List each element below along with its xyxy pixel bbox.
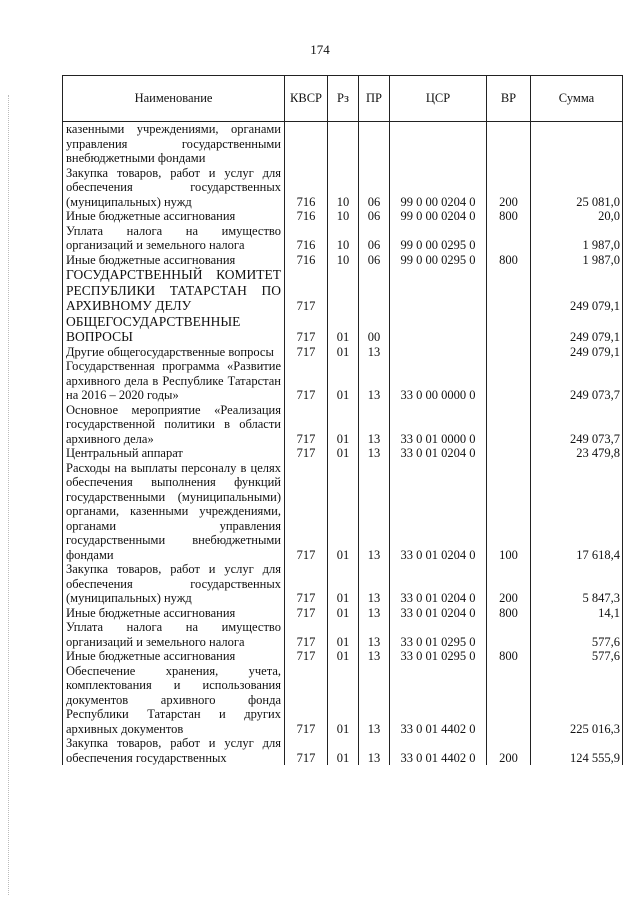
row-kvsr: 716 — [285, 166, 328, 210]
row-vr: 800 — [487, 606, 531, 621]
row-vr — [487, 314, 531, 345]
row-vr: 200 — [487, 166, 531, 210]
row-name: ГОСУДАРСТВЕННЫЙ КОМИТЕТ РЕСПУБЛИКИ ТАТАРСТАН ПО АРХИВНОМУ ДЕЛУ — [63, 267, 285, 314]
row-csr — [390, 122, 487, 166]
row-sum: 20,0 — [531, 209, 623, 224]
row-sum: 249 073,7 — [531, 359, 623, 403]
row-vr: 800 — [487, 253, 531, 268]
row-pr: 06 — [359, 253, 390, 268]
row-vr: 800 — [487, 209, 531, 224]
row-pr: 13 — [359, 620, 390, 649]
row-vr — [487, 446, 531, 461]
table-row — [63, 736, 623, 765]
row-pr: 13 — [359, 403, 390, 447]
row-vr — [487, 620, 531, 649]
row-pr: 06 — [359, 166, 390, 210]
row-kvsr: 717 — [285, 359, 328, 403]
row-name: Закупка товаров, работ и услуг для обеспечения государственных — [63, 736, 285, 765]
row-kvsr: 717 — [285, 736, 328, 765]
row-pr: 13 — [359, 359, 390, 403]
row-vr — [487, 664, 531, 737]
row-name: Другие общегосударственные вопросы — [63, 345, 285, 360]
row-kvsr: 717 — [285, 345, 328, 360]
row-pr: 13 — [359, 606, 390, 621]
row-sum: 249 079,1 — [531, 345, 623, 360]
row-csr: 33 0 01 0295 0 — [390, 649, 487, 664]
row-pr: 13 — [359, 345, 390, 360]
header-vr: ВР — [487, 76, 531, 122]
table-row — [63, 664, 623, 737]
row-kvsr: 717 — [285, 664, 328, 737]
header-name: Наименование — [63, 76, 285, 122]
row-kvsr: 717 — [285, 461, 328, 563]
row-sum: 124 555,9 — [531, 736, 623, 765]
page-number: 174 — [310, 42, 330, 57]
row-csr: 33 0 01 0295 0 — [390, 620, 487, 649]
row-csr — [390, 267, 487, 314]
row-rz: 01 — [328, 345, 359, 360]
row-rz: 01 — [328, 736, 359, 765]
table-row — [63, 314, 623, 345]
row-pr — [359, 267, 390, 314]
row-rz: 10 — [328, 166, 359, 210]
row-vr — [487, 359, 531, 403]
row-vr — [487, 345, 531, 360]
row-sum: 249 079,1 — [531, 267, 623, 314]
row-kvsr — [285, 122, 328, 166]
row-rz: 01 — [328, 446, 359, 461]
table-row — [63, 359, 623, 403]
row-pr: 13 — [359, 562, 390, 606]
row-sum: 23 479,8 — [531, 446, 623, 461]
budget-table — [62, 75, 623, 765]
row-vr: 800 — [487, 649, 531, 664]
row-csr — [390, 345, 487, 360]
row-sum: 1 987,0 — [531, 224, 623, 253]
row-kvsr: 716 — [285, 253, 328, 268]
row-csr: 33 0 01 4402 0 — [390, 736, 487, 765]
row-sum: 17 618,4 — [531, 461, 623, 563]
row-vr — [487, 224, 531, 253]
row-pr: 06 — [359, 209, 390, 224]
row-csr: 99 0 00 0295 0 — [390, 224, 487, 253]
row-pr: 00 — [359, 314, 390, 345]
row-name: Центральный аппарат — [63, 446, 285, 461]
row-csr: 99 0 00 0204 0 — [390, 209, 487, 224]
row-csr: 33 0 00 0000 0 — [390, 359, 487, 403]
row-rz: 10 — [328, 209, 359, 224]
row-csr: 33 0 01 0204 0 — [390, 461, 487, 563]
row-rz: 01 — [328, 562, 359, 606]
header-csr: ЦСР — [390, 76, 487, 122]
row-kvsr: 717 — [285, 649, 328, 664]
table-row — [63, 403, 623, 447]
row-vr: 200 — [487, 736, 531, 765]
row-kvsr: 717 — [285, 620, 328, 649]
header-pr: ПР — [359, 76, 390, 122]
row-sum: 25 081,0 — [531, 166, 623, 210]
row-kvsr: 717 — [285, 314, 328, 345]
row-vr — [487, 122, 531, 166]
table-row — [63, 562, 623, 606]
row-sum: 5 847,3 — [531, 562, 623, 606]
row-name: Обеспечение хранения, учета, комплектования и использования документов архивного фонда Республики Татарстан и других архивных документов — [63, 664, 285, 737]
row-kvsr: 717 — [285, 403, 328, 447]
table-row — [63, 166, 623, 210]
row-name: ОБЩЕГОСУДАРСТВЕННЫЕ ВОПРОСЫ — [63, 314, 285, 345]
row-vr: 200 — [487, 562, 531, 606]
row-csr: 33 0 01 0204 0 — [390, 446, 487, 461]
row-name: Расходы на выплаты персоналу в целях обеспечения выполнения функций государственными (муниципальными) органами, казенными учреждениями, органами управления государственными внебюджетными фондами — [63, 461, 285, 563]
row-csr: 33 0 01 0204 0 — [390, 606, 487, 621]
row-sum: 249 079,1 — [531, 314, 623, 345]
table-row — [63, 345, 623, 360]
table-row — [63, 122, 623, 166]
row-kvsr: 717 — [285, 267, 328, 314]
row-rz: 01 — [328, 461, 359, 563]
row-rz: 01 — [328, 403, 359, 447]
row-name: Иные бюджетные ассигнования — [63, 253, 285, 268]
row-pr: 06 — [359, 224, 390, 253]
table-row — [63, 620, 623, 649]
row-kvsr: 717 — [285, 446, 328, 461]
row-rz — [328, 267, 359, 314]
row-sum: 1 987,0 — [531, 253, 623, 268]
row-sum: 249 073,7 — [531, 403, 623, 447]
row-name: казенными учреждениями, органами управления государственными внебюджетными фондами — [63, 122, 285, 166]
row-sum: 225 016,3 — [531, 664, 623, 737]
table-row — [63, 461, 623, 563]
row-csr: 99 0 00 0204 0 — [390, 166, 487, 210]
header-rz: Рз — [328, 76, 359, 122]
row-csr: 33 0 01 0204 0 — [390, 562, 487, 606]
row-name: Закупка товаров, работ и услуг для обеспечения государственных (муниципальных) нужд — [63, 166, 285, 210]
row-kvsr: 717 — [285, 606, 328, 621]
header-sum: Сумма — [531, 76, 623, 122]
row-rz: 01 — [328, 314, 359, 345]
table-row — [63, 267, 623, 314]
table-row — [63, 446, 623, 461]
table-row — [63, 253, 623, 268]
row-pr: 13 — [359, 446, 390, 461]
row-kvsr: 717 — [285, 562, 328, 606]
row-name: Основное мероприятие «Реализация государственной политики в области архивного дела» — [63, 403, 285, 447]
row-kvsr: 716 — [285, 224, 328, 253]
row-pr: 13 — [359, 461, 390, 563]
row-pr: 13 — [359, 664, 390, 737]
row-csr: 33 0 01 4402 0 — [390, 664, 487, 737]
table-row — [63, 224, 623, 253]
row-name: Иные бюджетные ассигнования — [63, 606, 285, 621]
row-rz — [328, 122, 359, 166]
row-pr: 13 — [359, 649, 390, 664]
table-row — [63, 606, 623, 621]
row-name: Уплата налога на имущество организаций и земельного налога — [63, 224, 285, 253]
row-vr — [487, 403, 531, 447]
table-row — [63, 209, 623, 224]
row-name: Государственная программа «Развитие архивного дела в Республике Татарстан на 2016 – 2020 годы» — [63, 359, 285, 403]
row-name: Уплата налога на имущество организаций и земельного налога — [63, 620, 285, 649]
row-name: Иные бюджетные ассигнования — [63, 209, 285, 224]
row-name: Иные бюджетные ассигнования — [63, 649, 285, 664]
row-name: Закупка товаров, работ и услуг для обеспечения государственных (муниципальных) нужд — [63, 562, 285, 606]
row-pr — [359, 122, 390, 166]
header-kvsr: КВСР — [285, 76, 328, 122]
row-csr: 33 0 01 0000 0 — [390, 403, 487, 447]
row-vr: 100 — [487, 461, 531, 563]
table-row — [63, 649, 623, 664]
row-rz: 01 — [328, 649, 359, 664]
row-rz: 01 — [328, 359, 359, 403]
row-sum: 577,6 — [531, 620, 623, 649]
row-vr — [487, 267, 531, 314]
table-body — [63, 122, 623, 766]
row-rz: 01 — [328, 606, 359, 621]
row-rz: 01 — [328, 620, 359, 649]
row-kvsr: 716 — [285, 209, 328, 224]
margin-dotted-line — [8, 95, 9, 895]
row-sum — [531, 122, 623, 166]
row-rz: 10 — [328, 224, 359, 253]
row-rz: 10 — [328, 253, 359, 268]
row-csr — [390, 314, 487, 345]
table-header — [63, 76, 623, 122]
row-sum: 14,1 — [531, 606, 623, 621]
row-rz: 01 — [328, 664, 359, 737]
row-pr: 13 — [359, 736, 390, 765]
row-sum: 577,6 — [531, 649, 623, 664]
row-csr: 99 0 00 0295 0 — [390, 253, 487, 268]
